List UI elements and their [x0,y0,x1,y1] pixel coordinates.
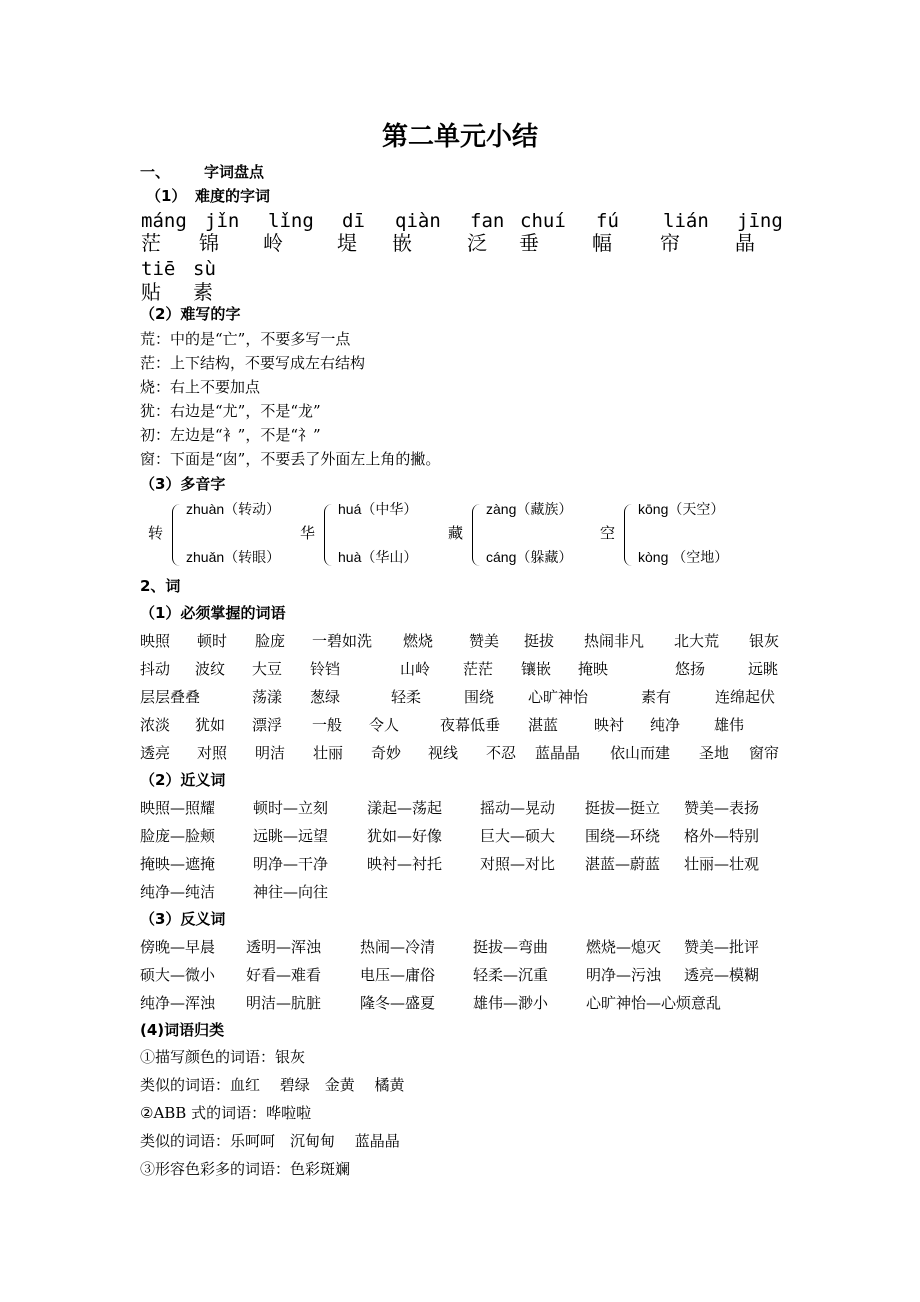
hanzi: 锦 [199,231,219,255]
hanzi: 茫 [141,231,161,255]
brace-icon [624,504,635,566]
vocab-word: 透亮 [140,744,171,762]
vocab-word: 窗帘 [749,744,780,762]
antonym-pair: 电压—庸俗 [360,966,436,984]
antonym-pair: 明净—污浊 [586,966,662,984]
antonym-pair: 隆冬—盛夏 [360,994,436,1012]
antonym-pair: 雄伟—渺小 [473,994,549,1012]
antonym-pair: 傍晚—早晨 [140,938,216,956]
synonym-pair: 犹如—好像 [367,827,443,845]
pronunciation: huà（华山） [338,549,418,565]
vocab-word: 一般 [312,716,343,734]
part-heading: 难度的字词 [195,187,271,205]
vocab-word: 山岭 [400,660,431,678]
synonym-pair: 赞美—表扬 [684,799,760,817]
antonym-pair: 透明—浑浊 [246,938,322,956]
vocab-word: 壮丽 [313,744,344,762]
brace-icon [472,504,483,566]
vocab-word: 心旷神怡 [528,688,589,706]
hanzi: 素 [193,280,213,304]
vocab-word: 雄伟 [714,716,745,734]
synonym-pair: 脸庞—脸颊 [140,827,216,845]
synonym-pair: 湛蓝—蔚蓝 [585,855,661,873]
pinyin: jīng [737,210,783,232]
vocab-word: 镶嵌 [521,660,552,678]
antonym-pair: 轻柔—沉重 [473,966,549,984]
vocab-word: 视线 [428,744,459,762]
pinyin: dī [342,210,365,232]
polyphone-char: 华 [300,524,316,542]
vocab-word: 连绵起伏 [715,688,776,706]
pinyin: jǐn [205,210,240,232]
category-line: 类似的词语：血红 碧绿 金黄 橘黄 [140,1076,405,1094]
pinyin: qiàn [395,210,441,232]
vocab-word: 一碧如洗 [312,632,373,650]
synonym-pair: 掩映—遮掩 [140,855,216,873]
pronunciation: huá（中华） [338,501,418,517]
vocab-word: 浓淡 [140,716,171,734]
vocab-word: 围绕 [464,688,495,706]
vocab-word: 荡漾 [252,688,283,706]
synonym-pair: 围绕—环绕 [585,827,661,845]
vocab-word: 轻柔 [391,688,422,706]
vocab-word: 银灰 [749,632,780,650]
pinyin: fú [596,210,619,232]
vocab-word: 令人 [369,716,400,734]
antonym-pair: 心旷神怡—心烦意乱 [586,994,722,1012]
vocab-word: 脸庞 [255,632,286,650]
section-heading: 字词盘点 [204,163,265,181]
pronunciation: cáng（躲藏） [486,549,573,565]
pinyin: lǐng [268,210,314,232]
hanzi: 晶 [735,231,755,255]
synonym-pair: 明净—干净 [253,855,329,873]
synonym-pair: 壮丽—壮观 [684,855,760,873]
hard-char-note: 茫：上下结构，不要写成左右结构 [140,354,366,372]
category-line: ①描写颜色的词语：银灰 [140,1048,306,1066]
antonym-pair: 硕大—微小 [140,966,216,984]
synonym-pair: 格外—特别 [684,827,760,845]
synonym-pair: 摇动—晃动 [480,799,556,817]
synonym-pair: 纯净—纯洁 [140,883,216,901]
synonym-pair: 顿时—立刻 [253,799,329,817]
hanzi: 堤 [337,231,357,255]
vocab-word: 依山而建 [610,744,671,762]
vocab-word: 茫茫 [463,660,494,678]
pinyin: lián [663,210,709,232]
synonym-pair: 远眺—远望 [253,827,329,845]
vocab-word: 对照 [197,744,228,762]
pronunciation: kòng （空地） [638,549,729,565]
vocab-word: 映照 [140,632,171,650]
page-title: 第二单元小结 [381,122,538,152]
synonym-pair: 漾起—荡起 [367,799,443,817]
synonym-pair: 神往—向往 [253,883,329,901]
pinyin: sù [193,258,216,280]
vocab-word: 不忍 [486,744,517,762]
category-line: ②ABB 式的词语：哗啦啦 [140,1104,312,1122]
vocab-word: 热闹非凡 [584,632,645,650]
synonym-pair: 映衬—衬托 [367,855,443,873]
polyphone-char: 藏 [448,524,464,542]
vocab-word: 波纹 [195,660,226,678]
vocab-word: 燃烧 [403,632,434,650]
pronunciation: zhuàn（转动） [186,501,281,517]
vocab-word: 素有 [641,688,672,706]
pinyin: fan [470,210,505,232]
synonym-pair: 巨大—硕大 [480,827,556,845]
hanzi: 帘 [660,231,680,255]
vocab-word: 蓝晶晶 [535,744,581,762]
antonym-pair: 热闹—冷清 [360,938,436,956]
part-heading-number: （1） [146,187,187,205]
hanzi: 嵌 [392,231,412,255]
polyphone-char: 转 [148,524,164,542]
part-heading: （3）反义词 [140,910,226,928]
vocab-word: 葱绿 [310,688,341,706]
part-heading: （1）必须掌握的词语 [140,604,286,622]
part-heading: (4)词语归类 [140,1021,225,1039]
antonym-pair: 赞美—批评 [684,938,760,956]
vocab-word: 远眺 [748,660,779,678]
antonym-pair: 好看—难看 [246,966,322,984]
vocab-word: 顿时 [197,632,228,650]
vocab-word: 犹如 [195,716,226,734]
part-heading: （3）多音字 [140,475,226,493]
part-heading: （2）难写的字 [140,305,241,323]
pinyin: tiē [141,258,176,280]
polyphone-char: 空 [600,524,616,542]
antonym-pair: 燃烧—熄灭 [586,938,662,956]
antonym-pair: 明洁—肮脏 [246,994,322,1012]
vocab-word: 映衬 [594,716,625,734]
vocab-word: 圣地 [699,744,730,762]
vocab-word: 明洁 [255,744,286,762]
vocab-word: 悠扬 [675,660,706,678]
vocab-word: 大豆 [252,660,283,678]
hard-char-note: 窗：下面是“囱”，不要丢了外面左上角的撇。 [140,450,441,468]
vocab-word: 层层叠叠 [140,688,201,706]
category-line: 类似的词语：乐呵呵 沉甸甸 蓝晶晶 [140,1132,400,1150]
pronunciation: kōng（天空） [638,501,725,517]
pronunciation: zhuǎn（转眼） [186,549,281,565]
hard-char-note: 荒：中的是“亡”，不要多写一点 [140,330,351,348]
brace-icon [172,504,183,566]
antonym-pair: 挺拔—弯曲 [473,938,549,956]
synonym-pair: 对照—对比 [480,855,556,873]
section-number: 一、 [140,163,171,181]
pronunciation: zàng（藏族） [486,501,573,517]
category-line: ③形容色彩多的词语：色彩斑斓 [140,1160,351,1178]
hanzi: 泛 [467,231,487,255]
hanzi: 幅 [592,231,612,255]
part-heading: （2）近义词 [140,771,226,789]
hard-char-note: 烧：右上不要加点 [140,378,261,396]
vocab-word: 奇妙 [371,744,402,762]
antonym-pair: 纯净—浑浊 [140,994,216,1012]
hard-char-note: 初：左边是“衤”，不是“礻” [140,426,321,444]
hard-char-note: 犹：右边是“尤”，不是“龙” [140,402,321,420]
hanzi: 垂 [519,231,539,255]
vocab-word: 挺拔 [524,632,555,650]
section-heading: 2、词 [140,577,181,595]
synonym-pair: 映照—照耀 [140,799,216,817]
vocab-word: 铃铛 [310,660,341,678]
vocab-word: 抖动 [140,660,171,678]
vocab-word: 北大荒 [674,632,720,650]
pinyin: chuí [520,210,566,232]
synonym-pair: 挺拔—挺立 [585,799,661,817]
vocab-word: 夜幕低垂 [440,716,501,734]
vocab-word: 纯净 [650,716,681,734]
vocab-word: 赞美 [469,632,500,650]
hanzi: 岭 [263,231,283,255]
pinyin: máng [141,210,187,232]
vocab-word: 漂浮 [252,716,283,734]
hanzi: 贴 [141,280,161,304]
vocab-word: 湛蓝 [528,716,559,734]
vocab-word: 掩映 [578,660,609,678]
antonym-pair: 透亮—模糊 [684,966,760,984]
brace-icon [324,504,335,566]
